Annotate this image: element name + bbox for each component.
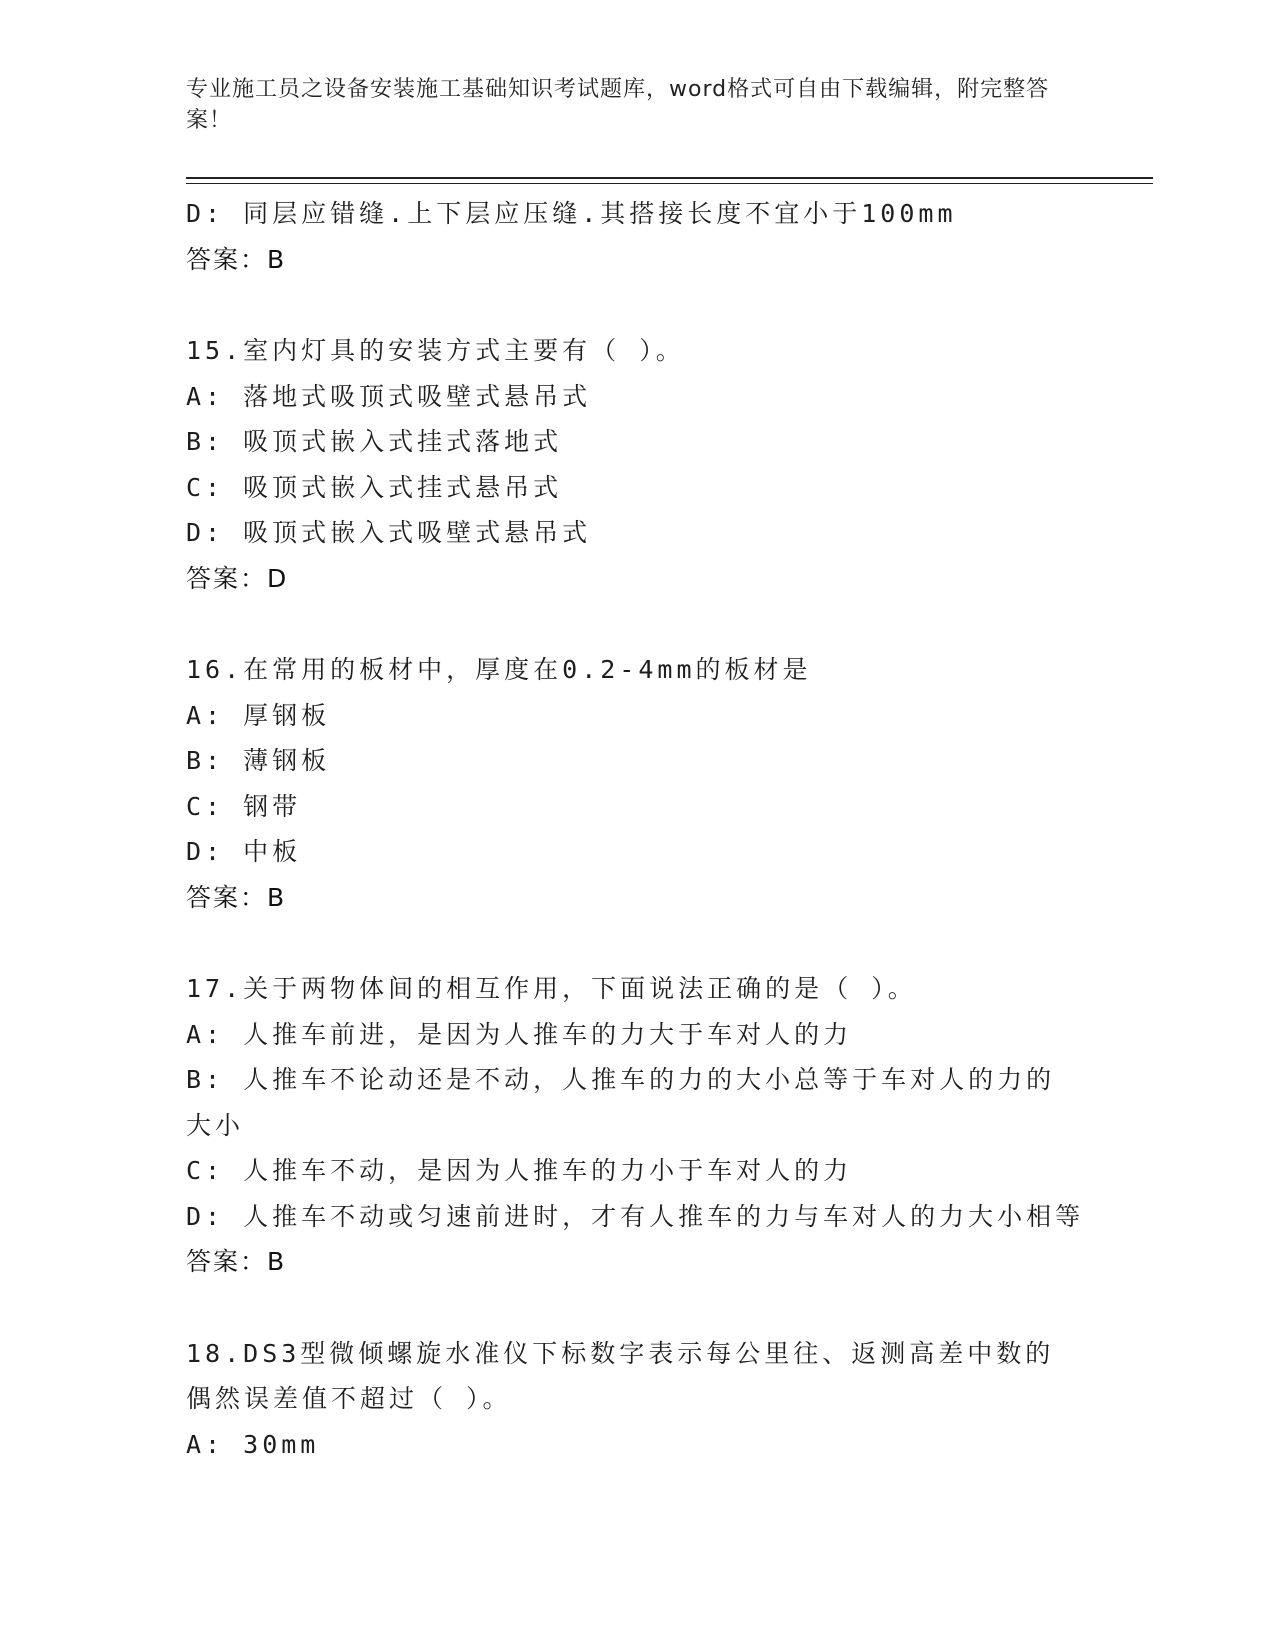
- header-rule-thin: [186, 183, 1153, 184]
- option-a: A: 30mm: [186, 1429, 320, 1459]
- option-c: C: 人推车不动，是因为人推车的力小于车对人的力: [186, 1156, 853, 1185]
- option-d: D: 吸顶式嵌入式吸壁式悬吊式: [186, 518, 592, 547]
- header-rule-thick: [186, 177, 1153, 179]
- question-17: [186, 966, 1086, 1285]
- option-b: B: 人推车不论动还是不动，人推车的力的大小总等于车对人的力的大小: [186, 1065, 1056, 1140]
- option-a: A: 落地式吸顶式吸壁式悬吊式: [186, 381, 592, 411]
- answer-line: 答案：B: [186, 1247, 287, 1276]
- document-header: 专业施工员之设备安装施工基础知识考试题库，word格式可自由下载编辑，附完整答案！: [186, 77, 1050, 133]
- question-stem: 18.DS3型微倾螺旋水准仪下标数字表示每公里往、返测高差中数的偶然误差值不超过（ ）。: [186, 1338, 1055, 1413]
- answer-line: 答案：D: [186, 563, 289, 593]
- question-18: [186, 1331, 1086, 1468]
- option-b: B: 吸顶式嵌入式挂式落地式: [186, 427, 563, 456]
- spacer: [186, 601, 1086, 647]
- answer-line: 答案：B: [186, 244, 287, 274]
- spacer: [186, 282, 1086, 328]
- option-b: B: 薄钢板: [186, 746, 331, 775]
- question-stem: 15.室内灯具的安装方式主要有（ ）。: [186, 336, 685, 365]
- question-stem: 17.关于两物体间的相互作用，下面说法正确的是（ ）。: [186, 974, 917, 1003]
- spacer: [186, 1285, 1086, 1331]
- option-c: C: 钢带: [186, 791, 302, 821]
- option-d: D: 人推车不动或匀速前进时，才有人推车的力与车对人的力大小相等: [186, 1201, 1085, 1231]
- question-16: [186, 647, 1086, 920]
- previous-question-tail: [186, 191, 1086, 282]
- answer-line: 答案：B: [186, 882, 287, 912]
- option-d: D: 中板: [186, 837, 302, 866]
- option-d: D: 同层应错缝.上下层应压缝.其搭接长度不宜小于100mm: [186, 199, 957, 228]
- spacer: [186, 920, 1086, 966]
- question-list: [186, 191, 1086, 1467]
- option-a: A: 厚钢板: [186, 700, 331, 730]
- option-c: C: 吸顶式嵌入式挂式悬吊式: [186, 472, 563, 502]
- question-15: [186, 328, 1086, 601]
- option-a: A: 人推车前进，是因为人推车的力大于车对人的力: [186, 1019, 853, 1049]
- question-stem: 16.在常用的板材中，厚度在0.2-4mm的板材是: [186, 655, 812, 684]
